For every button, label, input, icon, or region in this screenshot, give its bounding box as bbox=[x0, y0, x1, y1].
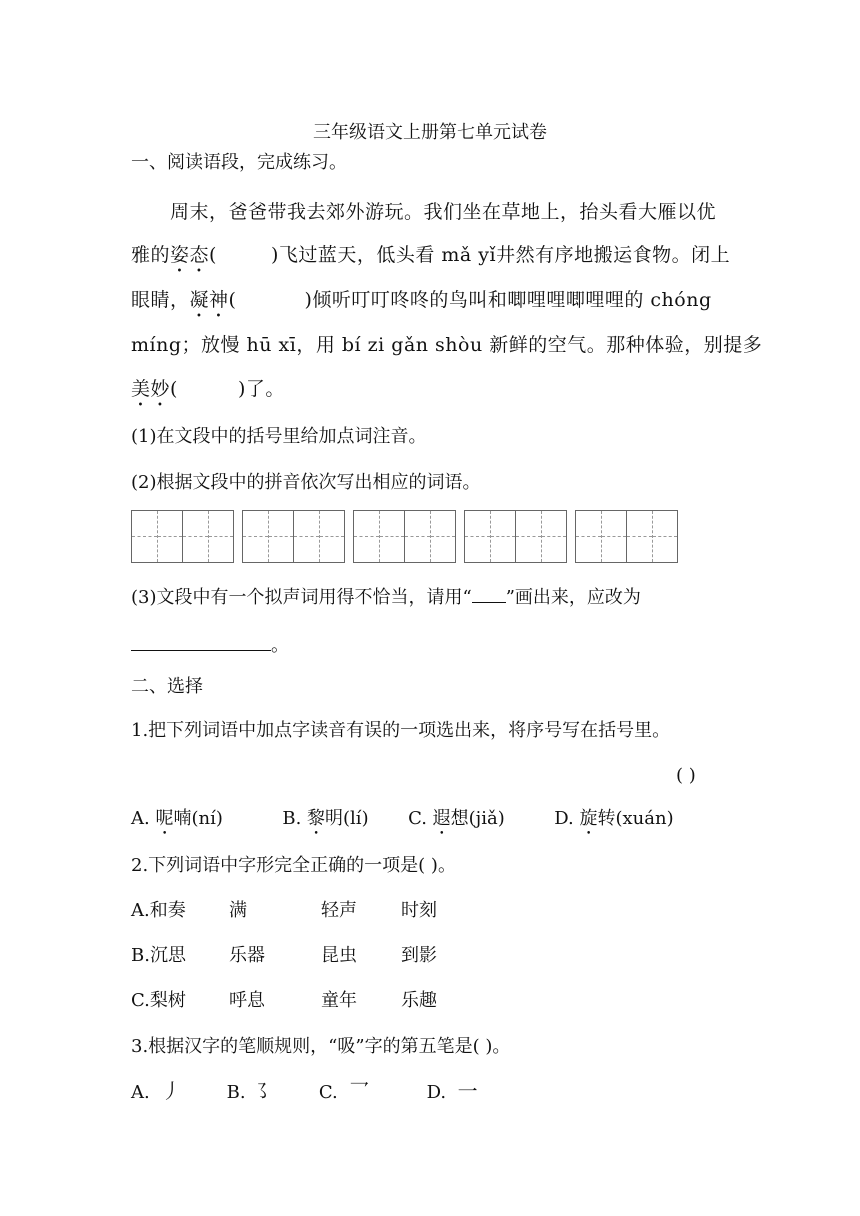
word-box[interactable] bbox=[242, 510, 345, 563]
underline-sample bbox=[472, 584, 506, 603]
page-title: 三年级语文上册第七单元试卷 bbox=[313, 122, 547, 143]
answer-line[interactable] bbox=[131, 632, 271, 651]
writing-grid[interactable] bbox=[131, 510, 678, 563]
answer-paren[interactable]: ( ) bbox=[676, 765, 696, 786]
question-2-3-options bbox=[131, 1080, 478, 1104]
passage-line-1: 周末，爸爸带我去郊外游玩。我们坐在草地上，抬头看大雁以优 bbox=[170, 201, 717, 223]
question-2-1: 1.把下列词语中加点字读音有误的一项选出来，将序号写在括号里。 bbox=[131, 720, 671, 741]
dotted-word-ningshen: 凝神 bbox=[189, 289, 229, 311]
question-1-1: (1)在文段中的括号里给加点词注音。 bbox=[131, 426, 427, 447]
section1-heading: 一、阅读语段，完成练习。 bbox=[131, 152, 347, 173]
option-b[interactable]: B. ㇌ bbox=[226, 1079, 272, 1103]
option-c[interactable]: C. 遐想(jiǎ) bbox=[408, 808, 505, 829]
dotted-word-meimiao: 美妙 bbox=[131, 378, 171, 400]
stroke-hengzhe-icon: 乛 bbox=[349, 1079, 370, 1103]
option-b[interactable]: B. 黎明(lí) bbox=[282, 808, 369, 829]
question-2-1-options bbox=[131, 808, 674, 839]
passage-line-5: 美妙( )了。 bbox=[131, 378, 285, 400]
option-row-a[interactable]: A.和奏 满 轻声 时刻 bbox=[131, 900, 437, 921]
question-1-3: (3)文段中有一个拟声词用得不恰当，请用“ ”画出来，应改为 bbox=[131, 584, 641, 609]
question-2-2: 2.下列词语中字形完全正确的一项是( )。 bbox=[131, 855, 456, 876]
option-c[interactable]: C. 乛 bbox=[318, 1079, 370, 1103]
option-d[interactable]: D. 一 bbox=[426, 1079, 478, 1103]
option-a[interactable]: A. 丿 bbox=[131, 1079, 182, 1103]
question-1-2: (2)根据文段中的拼音依次写出相应的词语。 bbox=[131, 472, 481, 493]
word-box[interactable] bbox=[575, 510, 678, 563]
option-d[interactable]: D. 旋转(xuán) bbox=[554, 808, 674, 829]
question-1-3-answer: 。 bbox=[131, 632, 289, 657]
stroke-hengzhezhezhegou-icon: ㇌ bbox=[251, 1079, 272, 1103]
question-2-3: 3.根据汉字的笔顺规则，“吸”字的第五笔是( )。 bbox=[131, 1036, 511, 1057]
stroke-heng-icon: 一 bbox=[457, 1079, 478, 1103]
dotted-word-zitai: 姿态 bbox=[170, 244, 210, 266]
word-box[interactable] bbox=[464, 510, 567, 563]
word-box[interactable] bbox=[353, 510, 456, 563]
option-row-c[interactable]: C.梨树 呼息 童年 乐趣 bbox=[131, 990, 437, 1011]
option-a[interactable]: A. 呢喃(ní) bbox=[131, 808, 223, 829]
stroke-pie-icon: 丿 bbox=[161, 1079, 182, 1103]
section2-heading: 二、选择 bbox=[131, 676, 203, 697]
option-row-b[interactable]: B.沉思 乐器 昆虫 到影 bbox=[131, 945, 437, 966]
passage-line-4: míng；放慢 hū xī，用 bí zi gǎn shòu 新鲜的空气。那种体验，别提多 bbox=[131, 334, 763, 356]
passage-line-2: 雅的姿态( )飞过蓝天，低头看 mǎ yǐ井然有序地搬运食物。闭上 bbox=[131, 244, 731, 266]
word-box[interactable] bbox=[131, 510, 234, 563]
passage-line-3: 眼睛，凝神( )倾听叮叮咚咚的鸟叫和唧哩哩唧哩哩的 chóng bbox=[131, 289, 712, 311]
